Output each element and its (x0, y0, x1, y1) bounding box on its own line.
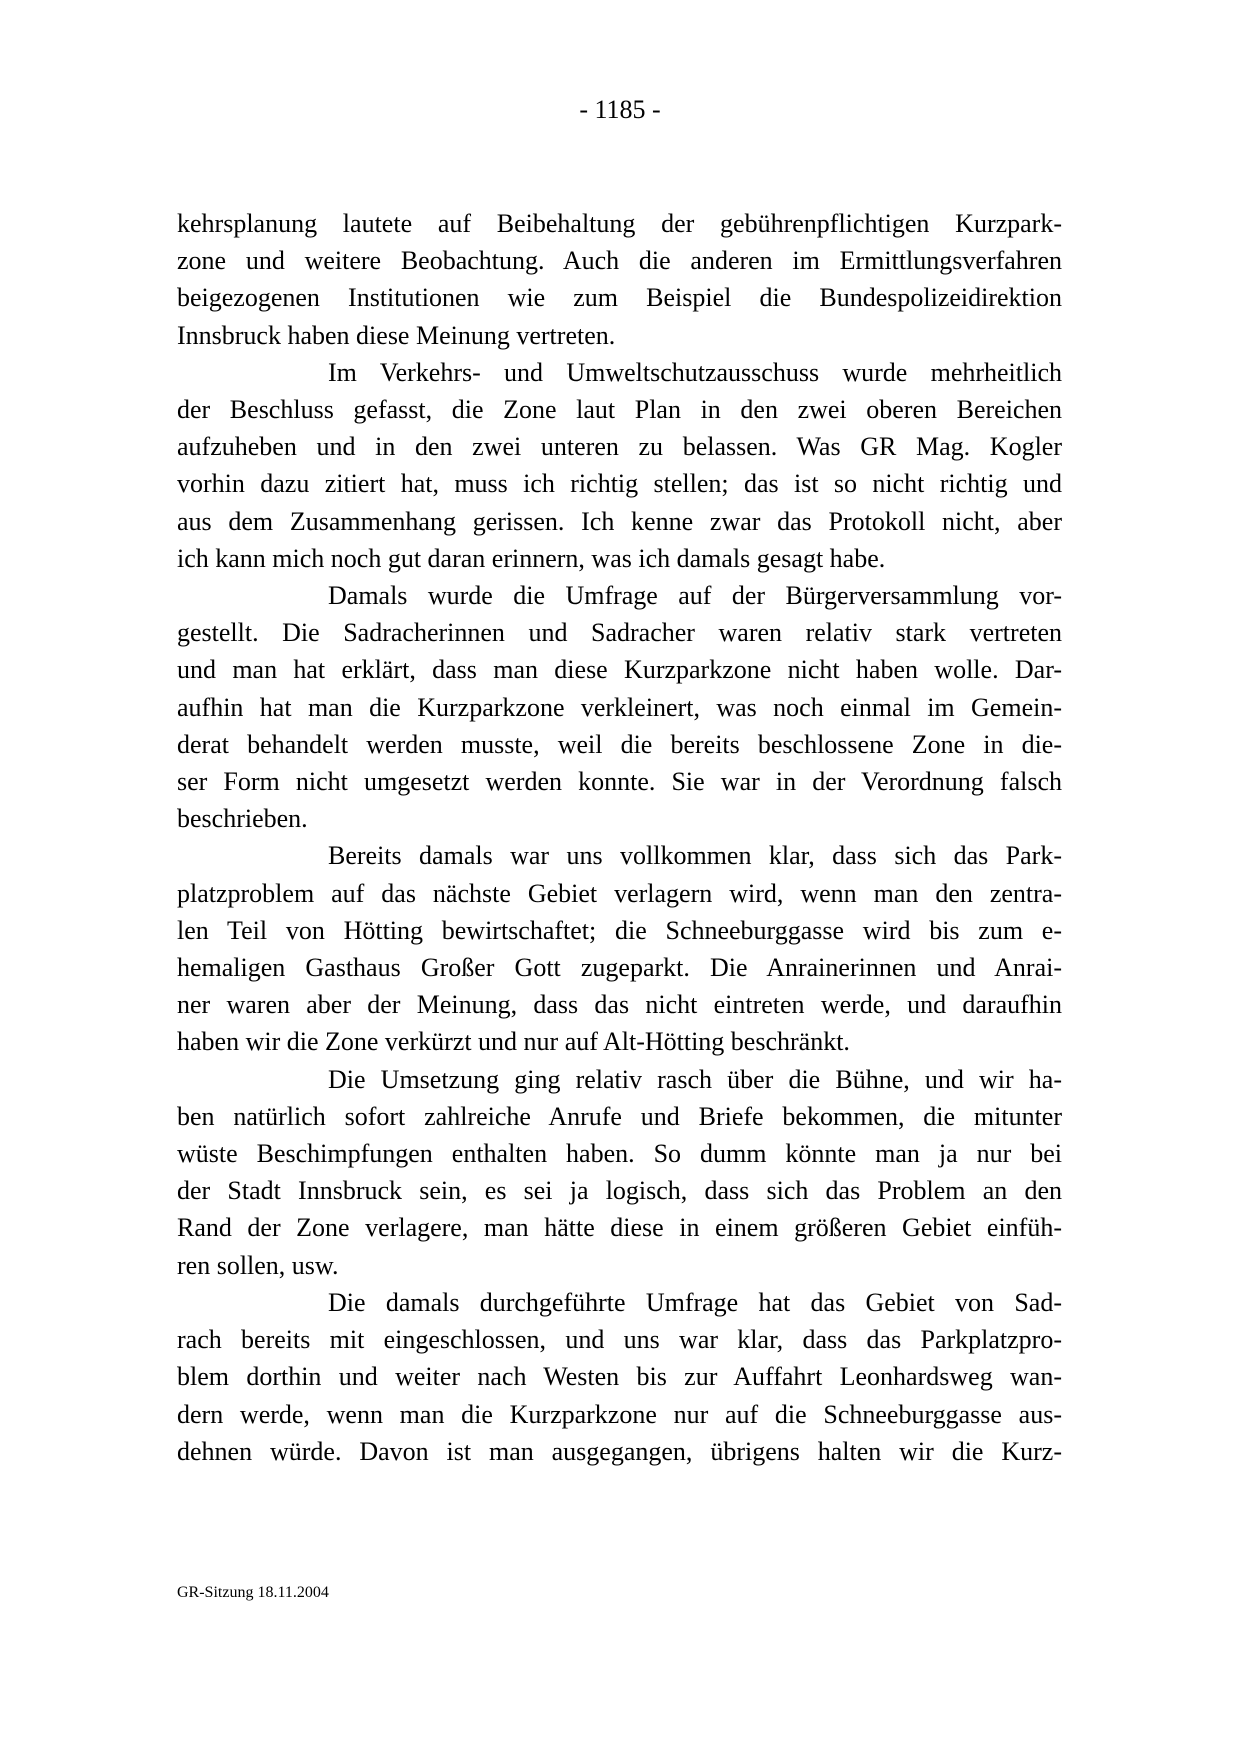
text-line: dehnen würde. Davon ist man ausgegangen, übrigens halten wir die Kurz- (177, 1436, 1062, 1466)
text-line: len Teil von Hötting bewirtschaftet; die Schneeburggasse wird bis zum e- (177, 915, 1062, 945)
text-line: dern werde, wenn man die Kurzparkzone nur auf die Schneeburggasse aus- (177, 1399, 1062, 1429)
text-line: zone und weitere Beobachtung. Auch die anderen im Ermittlungsverfahren (177, 246, 1062, 276)
text-line: Rand der Zone verlagere, man hätte diese in einem größeren Gebiet einfüh- (177, 1213, 1062, 1243)
text-line: blem dorthin und weiter nach Westen bis zur Auffahrt Leonhardsweg wan- (177, 1362, 1062, 1392)
text-line: Damals wurde die Umfrage auf der Bürgerversammlung vor- (328, 581, 1062, 611)
paragraph (177, 1061, 1062, 1284)
text-line: der Beschluss gefasst, die Zone laut Plan in den zwei oberen Bereichen (177, 395, 1062, 425)
text-line: wüste Beschimpfungen enthalten haben. So dumm könnte man ja nur bei (177, 1139, 1062, 1169)
text-line: beschrieben. (177, 804, 308, 834)
paragraph (177, 354, 1062, 577)
text-line: ben natürlich sofort zahlreiche Anrufe und Briefe bekommen, die mitunter (177, 1101, 1062, 1131)
footer-session-date: GR-Sitzung 18.11.2004 (177, 1584, 329, 1601)
paragraph (177, 837, 1062, 1060)
paragraph (177, 577, 1062, 837)
text-line: rach bereits mit eingeschlossen, und uns war klar, dass das Parkplatzpro- (177, 1325, 1062, 1355)
text-line: platzproblem auf das nächste Gebiet verlagern wird, wenn man den zentra- (177, 878, 1062, 908)
text-line: und man hat erklärt, dass man diese Kurzparkzone nicht haben wolle. Dar- (177, 655, 1062, 685)
text-line: aus dem Zusammenhang gerissen. Ich kenne zwar das Protokoll nicht, aber (177, 506, 1062, 536)
body-text (177, 205, 1062, 1470)
text-line: Bereits damals war uns vollkommen klar, dass sich das Park- (328, 841, 1062, 871)
text-line: haben wir die Zone verkürzt und nur auf Alt-Hötting beschränkt. (177, 1027, 850, 1057)
paragraph (177, 1284, 1062, 1470)
text-line: ren sollen, usw. (177, 1250, 339, 1280)
text-line: beigezogenen Institutionen wie zum Beispiel die Bundespolizeidirektion (177, 283, 1062, 313)
text-line: Die Umsetzung ging relativ rasch über die Bühne, und wir ha- (328, 1064, 1062, 1094)
text-line: vorhin dazu zitiert hat, muss ich richtig stellen; das ist so nicht richtig und (177, 469, 1062, 499)
text-line: kehrsplanung lautete auf Beibehaltung der gebührenpflichtigen Kurzpark- (177, 209, 1062, 238)
page-number: - 1185 - (579, 95, 661, 124)
text-line: ich kann mich noch gut daran erinnern, was ich damals gesagt habe. (177, 543, 886, 573)
paragraph (177, 205, 1062, 354)
text-line: Im Verkehrs- und Umweltschutzausschuss wurde mehrheitlich (328, 357, 1062, 387)
text-line: ser Form nicht umgesetzt werden konnte. Sie war in der Verordnung falsch (177, 767, 1062, 797)
text-line: aufzuheben und in den zwei unteren zu belassen. Was GR Mag. Kogler (177, 432, 1062, 462)
text-line: Innsbruck haben diese Meinung vertreten. (177, 320, 616, 350)
text-line: aufhin hat man die Kurzparkzone verkleinert, was noch einmal im Gemein- (177, 692, 1062, 722)
text-line: hemaligen Gasthaus Großer Gott zugeparkt. Die Anrainerinnen und Anrai- (177, 953, 1062, 983)
text-line: der Stadt Innsbruck sein, es sei ja logisch, dass sich das Problem an den (177, 1176, 1062, 1206)
text-line: ner waren aber der Meinung, dass das nicht eintreten werde, und daraufhin (177, 990, 1062, 1020)
text-line: derat behandelt werden musste, weil die bereits beschlossene Zone in die- (177, 729, 1062, 759)
text-line: gestellt. Die Sadracherinnen und Sadracher waren relativ stark vertreten (177, 618, 1062, 648)
text-line: Die damals durchgeführte Umfrage hat das Gebiet von Sad- (328, 1287, 1062, 1317)
